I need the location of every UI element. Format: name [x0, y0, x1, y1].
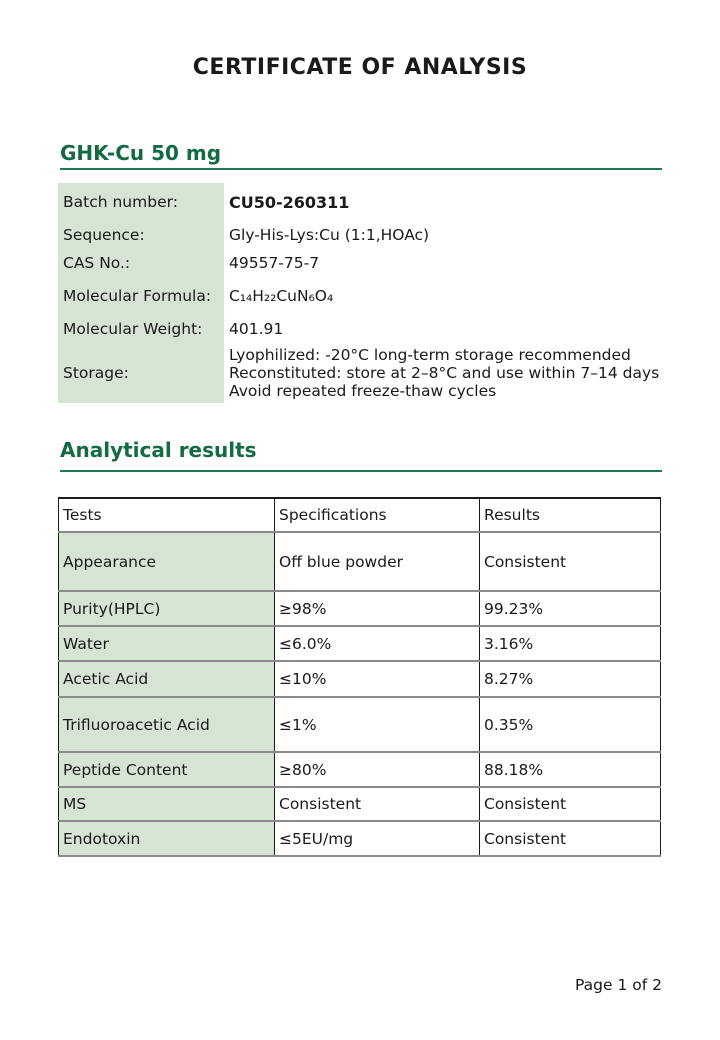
info-label: Sequence:	[58, 221, 224, 249]
page-number: Page 1 of 2	[575, 976, 662, 994]
info-row	[58, 277, 681, 315]
result-cell: 0.35%	[480, 697, 661, 752]
table-row	[59, 661, 661, 697]
table-row	[59, 626, 661, 661]
info-label: Batch number:	[58, 183, 224, 221]
info-value-line: Avoid repeated freeze-thaw cycles	[229, 382, 497, 400]
info-label: CAS No.:	[58, 249, 224, 277]
result-cell: Consistent	[480, 821, 661, 856]
spec-cell: ≤6.0%	[275, 626, 480, 661]
test-cell: Trifluoroacetic Acid	[59, 697, 275, 752]
table-row	[59, 787, 661, 821]
result-cell: 3.16%	[480, 626, 661, 661]
info-value	[224, 343, 681, 403]
info-row	[58, 221, 681, 249]
document-title: CERTIFICATE OF ANALYSIS	[192, 55, 528, 80]
result-cell: 88.18%	[480, 752, 661, 787]
info-value-line: Reconstituted: store at 2–8°C and use within 7–14 days	[229, 364, 660, 382]
results-heading: Analytical results	[60, 438, 257, 462]
info-row	[58, 315, 681, 343]
column-header: Results	[480, 498, 661, 532]
product-heading-rule	[60, 168, 662, 170]
result-cell: Consistent	[480, 787, 661, 821]
info-value: C₁₄H₂₂CuN₆O₄	[229, 286, 334, 305]
results-heading-rule	[60, 470, 662, 472]
table-row	[59, 697, 661, 752]
info-label: Storage:	[58, 343, 224, 403]
analytical-results-table	[58, 497, 661, 857]
product-heading: GHK-Cu 50 mg	[60, 141, 222, 165]
product-info-table	[58, 183, 681, 403]
info-row	[58, 343, 681, 403]
table-row	[59, 532, 661, 591]
spec-cell: ≤1%	[275, 697, 480, 752]
info-row	[58, 183, 681, 221]
column-header: Specifications	[275, 498, 480, 532]
info-label: Molecular Weight:	[58, 315, 224, 343]
info-value: 49557-75-7	[229, 253, 320, 272]
result-cell: 99.23%	[480, 591, 661, 626]
test-cell: MS	[59, 787, 275, 821]
test-cell: Purity(HPLC)	[59, 591, 275, 626]
results-header-row	[59, 498, 661, 532]
spec-cell: ≥98%	[275, 591, 480, 626]
result-cell: 8.27%	[480, 661, 661, 697]
test-cell: Endotoxin	[59, 821, 275, 856]
column-header: Tests	[59, 498, 275, 532]
test-cell: Water	[59, 626, 275, 661]
info-value: Gly-His-Lys:Cu (1:1,HOAc)	[229, 225, 430, 244]
result-cell: Consistent	[480, 532, 661, 591]
spec-cell: Off blue powder	[275, 532, 480, 591]
info-value: CU50-260311	[229, 192, 350, 212]
test-cell: Acetic Acid	[59, 661, 275, 697]
test-cell: Peptide Content	[59, 752, 275, 787]
table-row	[59, 752, 661, 787]
spec-cell: ≤10%	[275, 661, 480, 697]
table-row	[59, 591, 661, 626]
spec-cell: Consistent	[275, 787, 480, 821]
info-row	[58, 249, 681, 277]
info-label: Molecular Formula:	[58, 277, 224, 315]
table-row	[59, 821, 661, 856]
spec-cell: ≥80%	[275, 752, 480, 787]
info-value: 401.91	[229, 319, 284, 338]
spec-cell: ≤5EU/mg	[275, 821, 480, 856]
test-cell: Appearance	[59, 532, 275, 591]
info-value-line: Lyophilized: -20°C long-term storage recommended	[229, 346, 631, 364]
